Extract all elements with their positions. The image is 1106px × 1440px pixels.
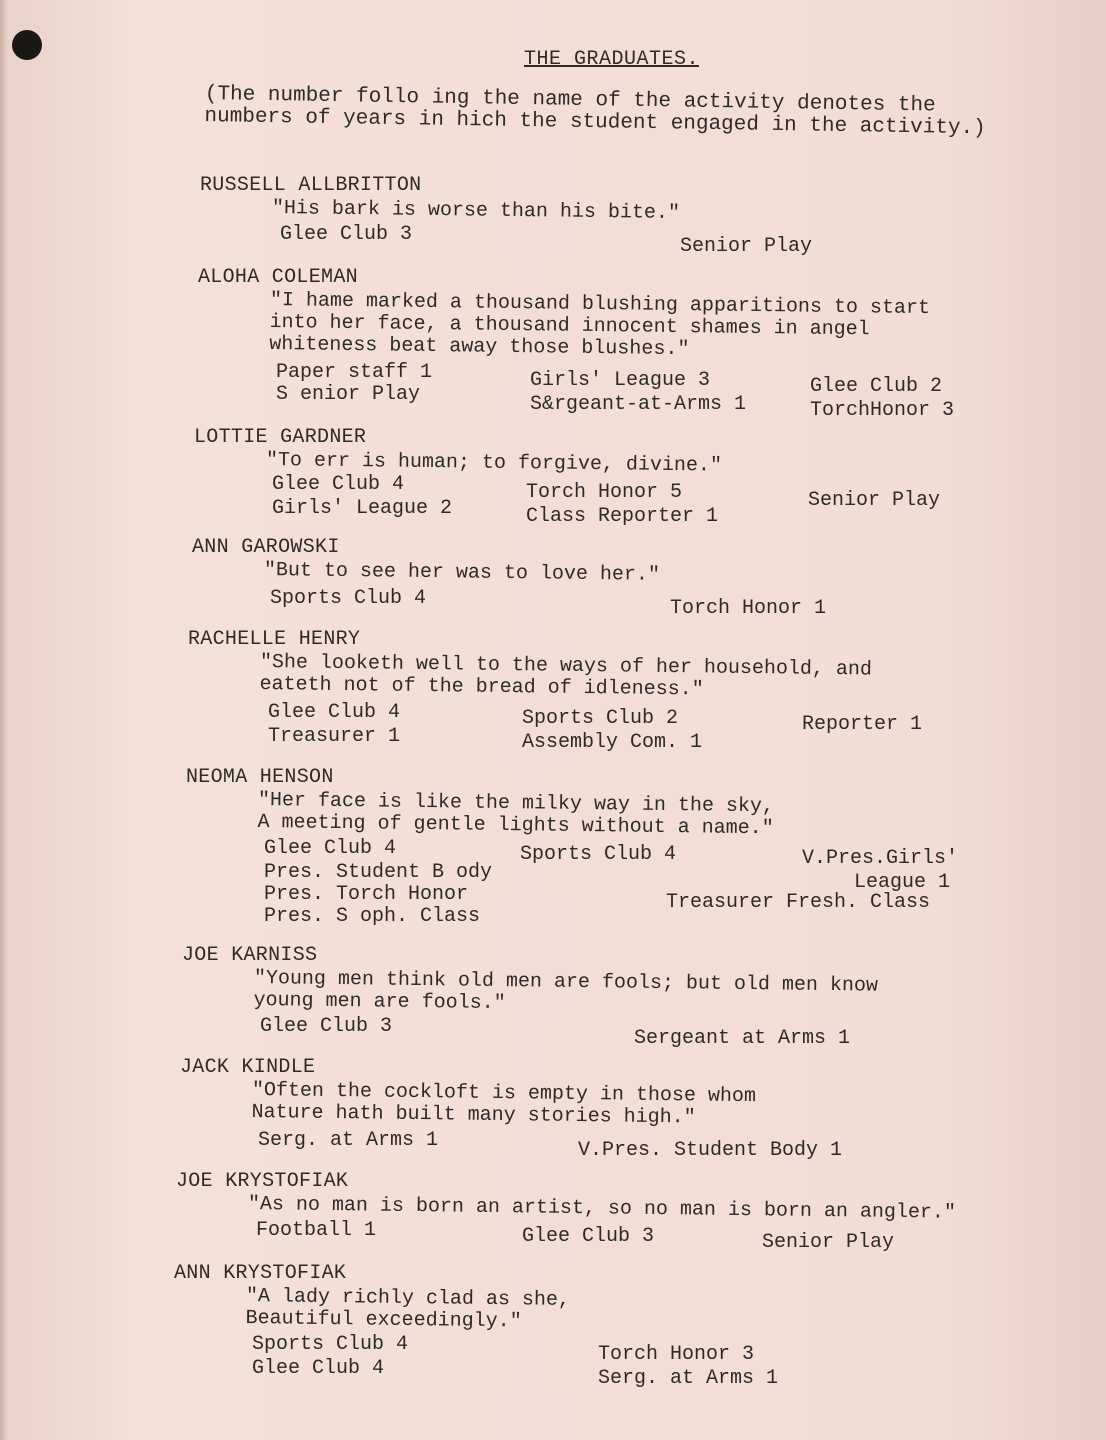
activity: TorchHonor 3 [810,399,955,422]
activity: Sergeant at Arms 1 [634,1027,851,1050]
activity: League 1 [854,871,951,894]
activity: Football 1 [256,1219,377,1242]
activity: Sports Club 4 [520,843,677,866]
graduate-quote: "As no man is born an artist, so no man is born an angler." [247,1193,957,1225]
activity: Pres. Student B ody [264,861,493,884]
graduate-quote: "Young men think old men are fools; but old men know young men are fools." [253,967,879,1016]
activity: Sports Club 4 [270,587,427,610]
activity: Treasurer 1 [268,725,401,748]
graduate-quote: "Her face is like the milky way in the sky, A meeting of gentle lights without a name." [257,789,775,841]
activity: V.Pres.Girls' [802,847,959,870]
activity: Glee Club 4 [272,473,405,496]
activity: Girls' League 3 [530,369,711,392]
activity: Glee Club 4 [264,837,397,860]
graduate-quote: "But to see her was to love her." [263,559,661,587]
activity: V.Pres. Student Body 1 [578,1139,843,1162]
activity: Sports Club 4 [252,1333,409,1356]
punch-hole [12,30,42,60]
activity: Pres. Torch Honor [264,883,469,906]
activity: Senior Play [680,235,813,258]
activity: S&rgeant-at-Arms 1 [530,393,747,416]
graduate-quote: "Often the cockloft is empty in those whom Nature hath built many stories high." [251,1079,757,1130]
graduate-name: JACK KINDLE [180,1056,316,1079]
graduate-name: JOE KARNISS [182,944,318,967]
graduate-name: JOE KRYSTOFIAK [176,1170,349,1193]
activity: Girls' League 2 [272,497,453,520]
activity: Torch Honor 1 [670,597,827,620]
activity: Senior Play [762,1231,895,1254]
activity: Torch Honor 3 [598,1343,755,1366]
graduate-quote: "I hame marked a thousand blushing apparitions to start into her face, a thousand innocent shames in angel whiteness beat away those blushes." [269,289,931,362]
activity: Paper staff 1 [276,361,433,384]
activity: Senior Play [808,489,941,512]
graduate-name: LOTTIE GARDNER [194,426,367,449]
page-title: THE GRADUATES. [524,48,700,71]
activity: Glee Club 3 [260,1015,393,1038]
activity: S enior Play [276,383,421,406]
activity: Torch Honor 5 [526,481,683,504]
graduate-name: NEOMA HENSON [186,766,334,789]
graduate-quote: "A lady richly clad as she, Beautiful exceedingly." [245,1285,571,1334]
activity: Class Reporter 1 [526,505,719,528]
activity: Assembly Com. 1 [522,731,703,754]
activity: Sports Club 2 [522,707,679,730]
graduate-quote: "His bark is worse than his bite." [271,197,681,225]
activity: Serg. at Arms 1 [258,1129,439,1152]
intro-note: (The number follo ing the name of the activity denotes the numbers of years in hich the student engaged in the activity.) [204,83,986,141]
activity: Glee Club 4 [268,701,401,724]
graduate-quote: "She looketh well to the ways of her household, and eateth not of the bread of idleness." [259,651,873,702]
page-edge-shadow [0,0,8,1440]
graduate-name: ALOHA COLEMAN [198,266,358,289]
graduate-name: RACHELLE HENRY [188,628,361,651]
graduate-name: ANN KRYSTOFIAK [174,1262,347,1285]
activity: Glee Club 4 [252,1357,385,1380]
activity: Glee Club 3 [522,1225,655,1248]
activity: Pres. S oph. Class [264,905,481,928]
activity: Serg. at Arms 1 [598,1367,779,1390]
activity: Glee Club 3 [280,223,413,246]
graduate-name: RUSSELL ALLBRITTON [200,174,422,197]
graduate-name: ANN GAROWSKI [192,536,340,559]
activity: Reporter 1 [802,713,923,736]
activity: Treasurer Fresh. Class [666,891,931,914]
activity: Glee Club 2 [810,375,943,398]
graduate-quote: "To err is human; to forgive, divine." [265,449,723,478]
